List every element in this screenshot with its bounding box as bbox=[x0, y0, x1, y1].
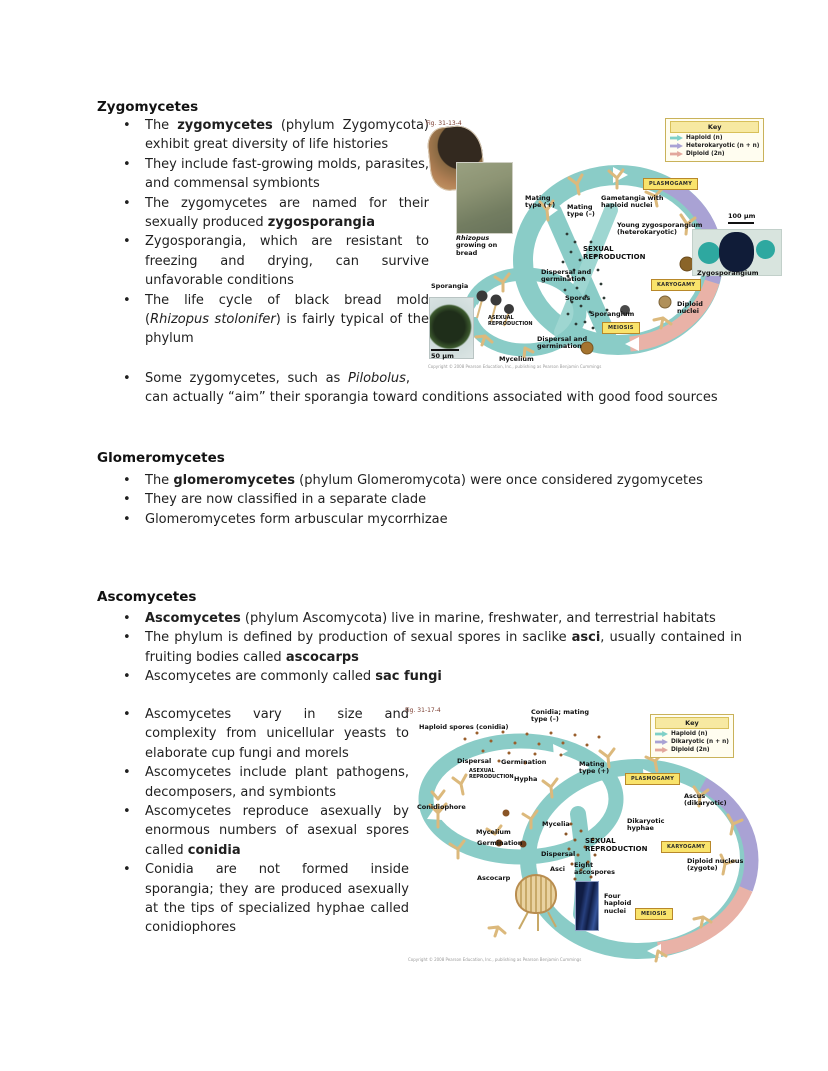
text-segment: (phylum Ascomycota) live in marine, freshwater, and terrestrial habitats bbox=[240, 611, 716, 626]
layout-spacer bbox=[410, 369, 742, 384]
key-entry-label: Diploid (2n) bbox=[671, 747, 710, 753]
bullet-list-ascomycetes-narrow bbox=[97, 705, 409, 938]
figure-label: 100 μm bbox=[728, 212, 756, 220]
bullet-item bbox=[97, 628, 742, 667]
bullet-list-ascomycetes-wide bbox=[97, 609, 742, 687]
text-segment: They include fast-growing molds, parasites, and commensal symbionts bbox=[145, 156, 429, 192]
figure-copyright: Copyright © 2008 Pearson Education, Inc., publishing as Pearson Benjamin Cummings bbox=[408, 957, 582, 962]
key-entry bbox=[655, 731, 729, 737]
text-segment: Zygosporangia, which are resistant to freezing and drying, can survive unfavorable conditions bbox=[145, 234, 429, 289]
text-segment: , usually contained in fruiting bodies called bbox=[145, 630, 742, 665]
figure-label: Eight ascospores bbox=[574, 861, 616, 877]
key-entry bbox=[655, 747, 729, 753]
text-segment: conidia bbox=[187, 842, 241, 858]
text-segment: , can actually “aim” their sporangia toward conditions associated with good food sources bbox=[145, 371, 718, 406]
figure-number-caption: Fig. 31-17-4 bbox=[405, 707, 441, 714]
figure-label: Four haploid nuclei bbox=[604, 892, 632, 915]
figure-label: Haploid spores (conidia) bbox=[419, 723, 509, 731]
text-segment: asci bbox=[571, 630, 601, 646]
section-heading-zygomycetes: Zygomycetes bbox=[97, 99, 199, 115]
key-arrow-swatch bbox=[655, 747, 668, 753]
figure-label: Ascocarp bbox=[477, 874, 511, 882]
bullet-item bbox=[97, 155, 429, 194]
figure-ascomycete-life-cycle bbox=[403, 699, 793, 987]
bullet-item bbox=[97, 860, 409, 938]
text-segment: (phylum Zygomycota) exhibit great diversity of life histories bbox=[145, 118, 430, 153]
figure-key-legend bbox=[650, 714, 734, 758]
figure-label: Hypha bbox=[514, 775, 538, 783]
scale-bar bbox=[728, 222, 754, 224]
key-arrow-swatch bbox=[655, 731, 668, 737]
process-step-box: KARYOGAMY bbox=[651, 279, 701, 291]
figure-label: Dispersal and germination bbox=[541, 268, 592, 284]
figure-label: Dispersal and germination bbox=[537, 335, 588, 351]
key-entry-label: Haploid (n) bbox=[686, 135, 723, 141]
figure-label: Conidia; mating type (–) bbox=[531, 708, 589, 724]
figure-label: Sporangia bbox=[431, 282, 469, 290]
figure-label: Germination bbox=[501, 758, 547, 766]
figure-key-legend bbox=[665, 118, 764, 162]
bullet-item bbox=[97, 116, 429, 155]
figure-label: Diploid nucleus (zygote) bbox=[687, 857, 744, 873]
key-entry-label: Haploid (n) bbox=[671, 731, 708, 737]
text-segment: Pilobolus bbox=[348, 371, 406, 386]
figure-label: Mating type (+) bbox=[579, 760, 610, 776]
figure-label: Asci bbox=[550, 865, 565, 873]
key-title: Key bbox=[655, 717, 729, 729]
figure-label: Mating type (–) bbox=[567, 203, 595, 219]
bullet-list-zygomycetes-wide bbox=[97, 369, 742, 408]
figure-number-caption: Fig. 31-13-4 bbox=[426, 120, 462, 127]
figure-label: Mycelium bbox=[476, 828, 511, 836]
key-entry bbox=[670, 151, 759, 157]
bullet-item bbox=[97, 609, 742, 628]
text-segment: The zygomycetes are named for their sexually produced bbox=[145, 195, 429, 231]
figure-label: Young zygosporangium (heterokaryotic) bbox=[617, 221, 703, 237]
bullet-item bbox=[97, 232, 429, 290]
key-entry bbox=[655, 739, 729, 745]
figure-label: 50 μm bbox=[431, 352, 454, 360]
figure-label: Spores bbox=[565, 294, 591, 302]
ascospores-micrograph bbox=[575, 881, 599, 931]
process-step-box: MEIOSIS bbox=[602, 322, 640, 334]
key-arrow-swatch bbox=[655, 739, 668, 745]
key-title: Key bbox=[670, 121, 759, 133]
key-arrow-swatch bbox=[670, 135, 683, 141]
figure-label: Gametangia with haploid nuclei bbox=[601, 194, 664, 210]
text-segment: Ascomycetes bbox=[145, 611, 241, 626]
text-segment: zygosporangia bbox=[267, 215, 376, 231]
text-segment: Ascomycetes reproduce asexually by enormous numbers of asexual spores called bbox=[145, 804, 409, 858]
figure-label: Dispersal bbox=[541, 850, 576, 858]
text-segment: (phylum Glomeromycota) were once considered zygomycetes bbox=[295, 473, 703, 488]
process-step-box: MEIOSIS bbox=[635, 908, 673, 920]
figure-label: Ascus (dikaryotic) bbox=[684, 792, 727, 808]
bullet-item bbox=[97, 194, 429, 233]
bullet-item bbox=[97, 763, 409, 802]
text-segment: The bbox=[145, 118, 178, 133]
text-segment: zygomycetes bbox=[177, 118, 273, 133]
key-entry bbox=[670, 135, 759, 141]
bullet-item bbox=[97, 667, 742, 686]
suspensor-cell bbox=[698, 242, 720, 264]
text-segment: Glomeromycetes form arbuscular mycorrhizae bbox=[145, 511, 448, 527]
bullet-item bbox=[97, 291, 429, 349]
figure-label: Diploid nuclei bbox=[677, 300, 703, 316]
text-segment: Rhizopus bbox=[456, 234, 490, 242]
key-arrow-swatch bbox=[670, 143, 683, 149]
ascocarp-drawing bbox=[515, 874, 557, 914]
key-entry-label: Dikaryotic (n + n) bbox=[671, 739, 729, 745]
figure-label: ASEXUAL REPRODUCTION bbox=[488, 315, 533, 327]
section-heading-ascomycetes: Ascomycetes bbox=[97, 589, 197, 605]
key-entry bbox=[670, 143, 759, 149]
zygosporangium-cell bbox=[719, 232, 754, 272]
text-segment: Rhizopus stolonifer bbox=[150, 312, 276, 328]
bullet-item bbox=[97, 705, 409, 763]
text-segment: The phylum is defined by production of sexual spores in saclike bbox=[145, 630, 572, 646]
figure-label: Dispersal bbox=[457, 757, 492, 765]
figure-label: Zygosporangium bbox=[697, 269, 759, 277]
text-segment: The bbox=[145, 473, 174, 488]
scale-bar bbox=[431, 349, 459, 351]
bullet-item bbox=[97, 802, 409, 860]
figure-label: SEXUAL REPRODUCTION bbox=[583, 245, 646, 262]
text-segment: growing on bread bbox=[456, 241, 498, 257]
section-heading-glomeromycetes: Glomeromycetes bbox=[97, 450, 225, 466]
figure-label: ASEXUAL REPRODUCTION bbox=[469, 768, 514, 780]
process-step-box: PLASMOGAMY bbox=[643, 178, 698, 190]
figure-label: SEXUAL REPRODUCTION bbox=[585, 837, 648, 854]
figure-label: Mycelium bbox=[499, 355, 534, 363]
rhizopus-growth-photo bbox=[456, 162, 513, 234]
bullet-item bbox=[97, 510, 742, 529]
text-segment: Ascomycetes are commonly called bbox=[145, 669, 376, 685]
bullet-list-zygomycetes bbox=[97, 116, 429, 349]
figure-label bbox=[456, 235, 508, 257]
text-segment: Some zygomycetes, such as bbox=[145, 371, 348, 386]
bullet-list-glomeromycetes bbox=[97, 471, 742, 529]
text-segment: ) is fairly typical of the phylum bbox=[145, 312, 429, 347]
bullet-item bbox=[97, 471, 742, 490]
process-step-box: KARYOGAMY bbox=[661, 841, 711, 853]
bullet-item bbox=[97, 369, 742, 408]
figure-label: Germination bbox=[477, 839, 523, 847]
text-segment: They are now classified in a separate clade bbox=[145, 492, 427, 508]
text-segment: glomeromycetes bbox=[173, 473, 296, 488]
figure-label: Conidiophore bbox=[417, 803, 466, 811]
figure-label: Mycelia bbox=[542, 820, 570, 828]
text-segment: Conidia are not formed inside sporangia; they are produced asexually at the tips of specialized hyphae called conidiophores bbox=[145, 862, 409, 936]
figure-label: Mating type (+) bbox=[525, 194, 556, 210]
figure-label: Dikaryotic hyphae bbox=[627, 817, 665, 833]
key-arrow-swatch bbox=[670, 151, 683, 157]
text-segment: Ascomycetes vary in size and complexity from unicellular yeasts to elaborate cup fungi and morels bbox=[145, 707, 409, 761]
key-entry-label: Heterokaryotic (n + n) bbox=[686, 143, 760, 149]
figure-label: Sporangium bbox=[590, 310, 635, 318]
text-segment: Ascomycetes include plant pathogens, decomposers, and symbionts bbox=[145, 765, 409, 800]
figure-zygomycete-life-cycle bbox=[425, 112, 781, 370]
suspensor-cell bbox=[756, 240, 775, 259]
figure-copyright: Copyright © 2008 Pearson Education, Inc., publishing as Pearson Benjamin Cummings bbox=[428, 364, 602, 369]
text-segment: sac fungi bbox=[375, 669, 442, 685]
text-segment: The life cycle of black bread mold ( bbox=[145, 292, 429, 328]
key-entry-label: Diploid (2n) bbox=[686, 151, 725, 157]
process-step-box: PLASMOGAMY bbox=[625, 773, 680, 785]
text-segment: ascocarps bbox=[285, 649, 359, 665]
bullet-item bbox=[97, 490, 742, 509]
